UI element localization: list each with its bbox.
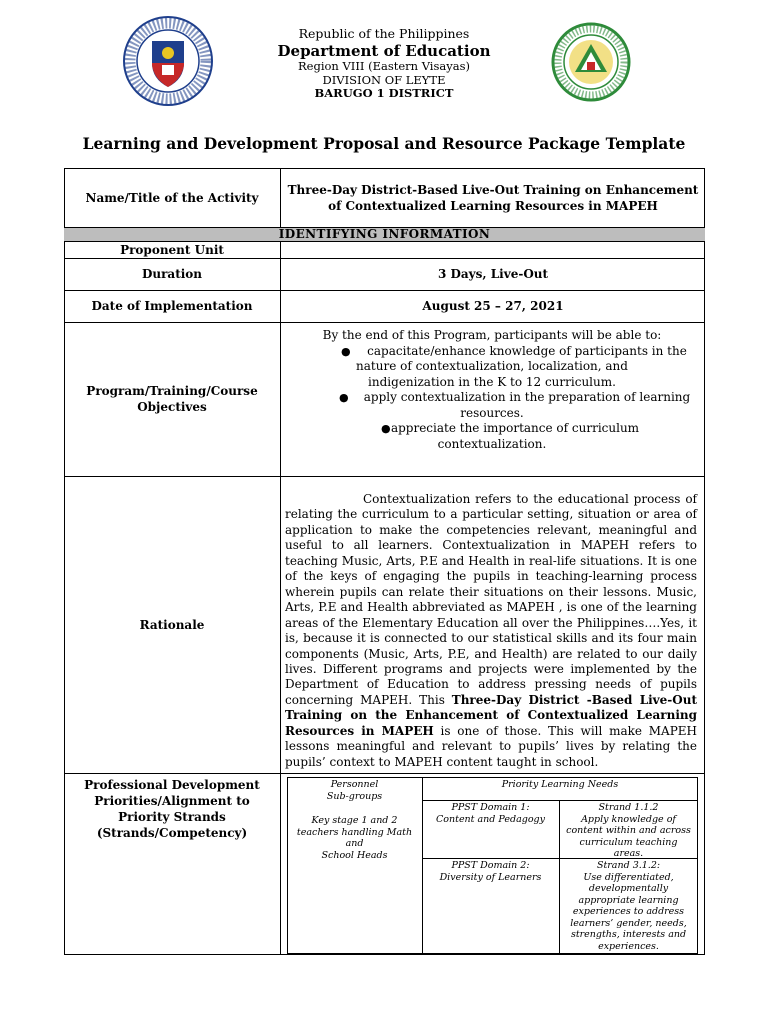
objective-item: ● capacitate/enhance knowledge of participants in the nature of contextualization, localization, and indigenization in the K to 12 curriculum.	[341, 343, 687, 389]
objectives-label: Program/Training/Course Objectives	[86, 384, 258, 414]
district-line: BARUGO 1 DISTRICT	[314, 86, 454, 100]
duration-label: Duration	[141, 267, 203, 281]
bullet-icon: ●	[339, 391, 349, 404]
republic-line: Republic of the Philippines	[298, 26, 470, 41]
proponent-unit-label: Proponent Unit	[120, 243, 224, 257]
personnel-subgroups-header: Personnel Sub-groups	[326, 779, 383, 802]
rationale-label: Rationale	[139, 617, 205, 632]
activity-value: Three-Day District-Based Live-Out Training on Enhancement of Contextualized Learning Resources in MAPEH	[287, 182, 699, 213]
document-title: Learning and Development Proposal and Resource Package Template	[82, 134, 686, 153]
rationale-text: Contextualization refers to the educational process of relating the curriculum to a particular setting, situation or area of application to make the competencies relevant, meaningful and useful to all learners. Contextualization in MAPEH refers to teaching Music, Arts, P.E and Health in real-life situations. It is one of the keys of engaging the pupils in teaching-learning process wherein pupils can relate their situations on their lessons. Music, Arts, P.E and Health abbreviated as MAPEH , is one of the learning areas of the Elementary Education all over the Philippines….Yes, it is, because it is connected to our statistical skills and its four main components (Music, Arts, P.E, and Health) are related to our daily lives. Different programs and projects were implemented by the Department of Education to address pressing needs of pupils concerning MAPEH. This Three-Day District -Based Live-Out Training on the Enhancement of Contextualized Learning Resources in MAPEH is one of those. This will make MAPEH lessons meaningful and relevant to pupils’ lives by relating the pupils’ context to MAPEH content taught in school.	[285, 492, 697, 769]
bullet-icon: ●	[341, 344, 351, 358]
strand-3-1-2: Strand 3.1.2: Use differentiated, developmentally appropriate learning experiences to address learners’ gender, needs, strengths, interests and experiences.	[570, 860, 687, 952]
objective-item: ● apply contextualization in the preparation of learning resources.	[339, 390, 691, 420]
rationale-bold-title: Three-Day District -Based Live-Out Training on the Enhancement of Contextualized Learning Resources in MAPEH	[285, 692, 697, 738]
ppst-domain-2: PPST Domain 2: Diversity of Learners	[439, 860, 542, 883]
personnel-group: Key stage 1 and 2 teachers handling Math and School Heads	[296, 815, 413, 861]
duration-value: 3 Days, Live-Out	[437, 267, 549, 281]
strand-1-1-2: Strand 1.1.2 Apply knowledge of content within and across curriculum teaching areas.	[566, 802, 691, 859]
ppst-domain-1: PPST Domain 1: Content and Pedagogy	[436, 802, 545, 825]
bullet-icon: ●	[381, 422, 391, 435]
priority-learning-needs-header: Priority Learning Needs	[501, 779, 619, 790]
objectives-list	[285, 344, 699, 453]
department-name: Department of Education	[277, 42, 491, 60]
division-line: DIVISION OF LEYTE	[322, 73, 446, 87]
pd-priorities-label: Professional Development Priorities/Alignment to Priority Strands (Strands/Competency)	[84, 778, 260, 840]
activity-label: Name/Title of the Activity	[85, 190, 259, 205]
objective-item: ● appreciate the importance of curriculum contextualization.	[381, 421, 640, 451]
date-value: August 25 – 27, 2021	[422, 299, 564, 313]
objectives-content	[285, 328, 699, 452]
objectives-intro: By the end of this Program, participants will be able to:	[322, 328, 662, 342]
identifying-information-band: IDENTIFYING INFORMATION	[64, 227, 705, 242]
region-line: Region VIII (Eastern Visayas)	[298, 59, 470, 73]
date-label: Date of Implementation	[91, 299, 253, 313]
